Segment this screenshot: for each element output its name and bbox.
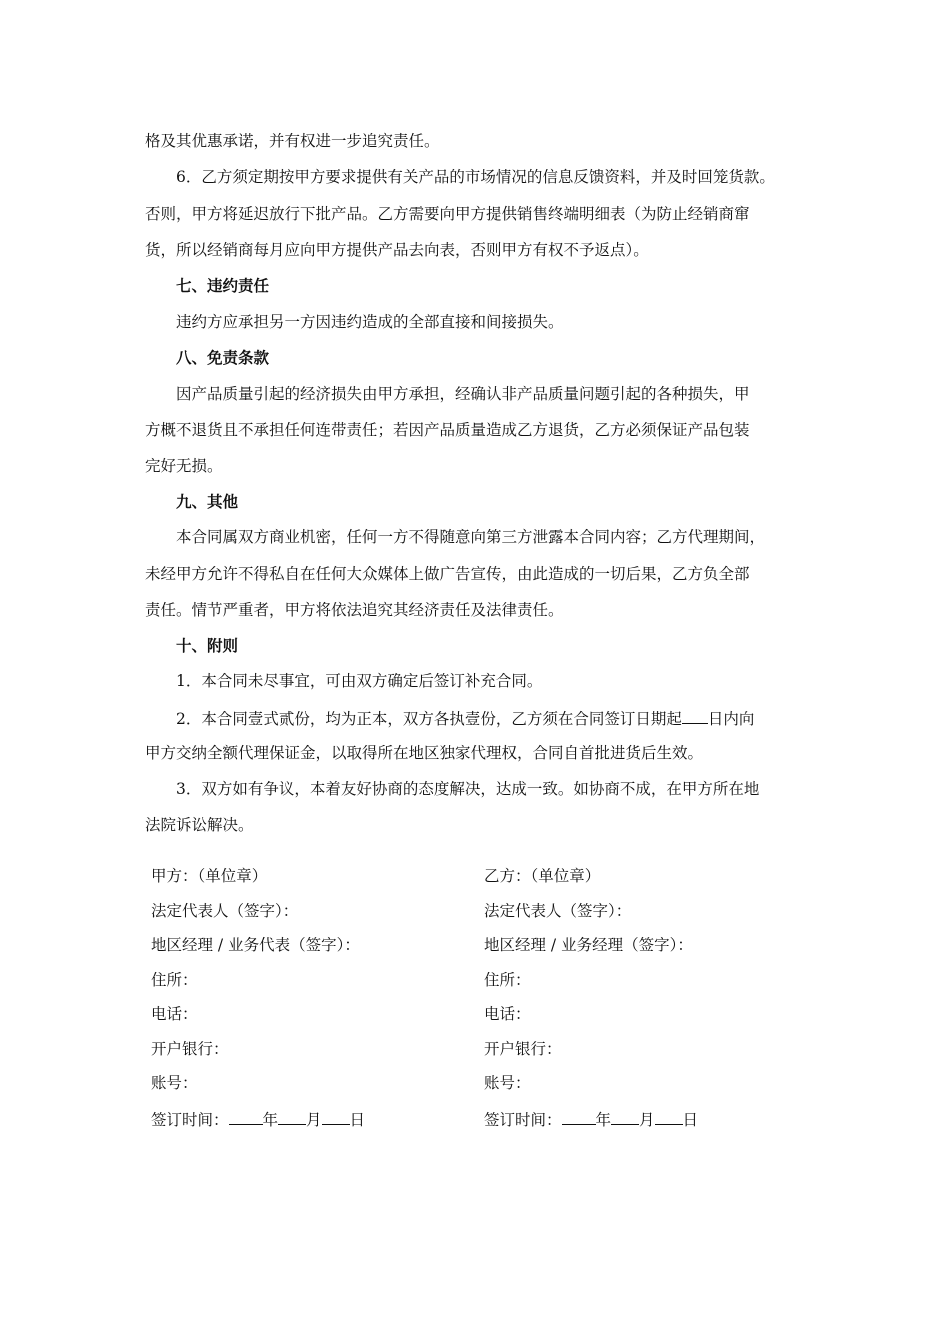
- date-label: 签订时间：: [484, 1111, 562, 1129]
- month-blank[interactable]: [278, 1108, 306, 1125]
- party-b-phone: 电话：: [484, 1005, 531, 1023]
- section-10-item-2: [176, 707, 754, 729]
- section-10-item-3: 3．双方如有争议，本着友好协商的态度解决，达成一致。如协商不成，在甲方所在地: [176, 780, 760, 798]
- section-heading-7: 七、违约责任: [176, 276, 270, 295]
- section-heading-8: 八、免责条款: [176, 348, 270, 367]
- party-b-date: [484, 1108, 698, 1130]
- month-label: 月: [306, 1111, 322, 1129]
- party-a-address: 住所：: [151, 971, 198, 989]
- day-blank[interactable]: [322, 1108, 350, 1125]
- section-heading-10: 十、附则: [176, 636, 239, 655]
- year-label: 年: [595, 1111, 612, 1129]
- section-8-line: 方概不退货且不承担任何连带责任；若因产品质量造成乙方退货，乙方必须保证产品包装: [145, 421, 750, 439]
- party-a-seal: 甲方：（单位章）: [151, 867, 268, 885]
- date-label: 签订时间：: [151, 1111, 229, 1129]
- year-blank[interactable]: [562, 1108, 596, 1125]
- section-9-line: 责任。情节严重者，甲方将依法追究其经济责任及法律责任。: [145, 601, 564, 619]
- party-a-phone: 电话：: [151, 1005, 198, 1023]
- clause-6-line: 6．乙方须定期按甲方要求提供有关产品的市场情况的信息反馈资料，并及时回笼货款。: [176, 168, 775, 186]
- party-a-manager: 地区经理 / 业务代表（签字）：: [151, 936, 360, 954]
- party-b-seal: 乙方：（单位章）: [484, 867, 601, 885]
- party-a-bank: 开户银行：: [151, 1040, 229, 1058]
- day-blank[interactable]: [655, 1108, 683, 1125]
- party-a-date: [151, 1108, 365, 1130]
- party-b-bank: 开户银行：: [484, 1040, 562, 1058]
- year-label: 年: [262, 1111, 279, 1129]
- clause-6-line: 否则，甲方将延迟放行下批产品。乙方需要向甲方提供销售终端明细表（为防止经销商窜: [145, 205, 750, 223]
- year-blank[interactable]: [229, 1108, 263, 1125]
- days-blank[interactable]: [682, 707, 708, 724]
- party-a-legal-rep: 法定代表人（签字）：: [151, 902, 299, 920]
- section-9-line: 本合同属双方商业机密，任何一方不得随意向第三方泄露本合同内容；乙方代理期间，: [176, 528, 766, 546]
- party-b-legal-rep: 法定代表人（签字）：: [484, 902, 632, 920]
- section-7-line: 违约方应承担另一方因违约造成的全部直接和间接损失。: [176, 313, 564, 331]
- party-b-manager: 地区经理 / 业务经理（签字）：: [484, 936, 693, 954]
- party-b-address: 住所：: [484, 971, 531, 989]
- section-10-item-3-cont: 法院诉讼解决。: [145, 816, 254, 834]
- section-9-line: 未经甲方允许不得私自在任何大众媒体上做广告宣传，由此造成的一切后果，乙方负全部: [145, 565, 750, 583]
- section-8-line: 完好无损。: [145, 457, 223, 475]
- section-10-item-2-cont: 甲方交纳全额代理保证金，以取得所在地区独家代理权，合同自首批进货后生效。: [145, 744, 704, 762]
- party-a-account: 账号：: [151, 1074, 198, 1092]
- day-label: 日: [349, 1111, 366, 1129]
- month-blank[interactable]: [611, 1108, 639, 1125]
- section-8-line: 因产品质量引起的经济损失由甲方承担，经确认非产品质量问题引起的各种损失，甲: [176, 385, 750, 403]
- section-heading-9: 九、其他: [176, 492, 239, 511]
- section-10-item-1: 1．本合同未尽事宜，可由双方确定后签订补充合同。: [176, 672, 543, 690]
- item-2-text: 2．本合同壹式贰份，均为正本，双方各执壹份，乙方须在合同签订日期起: [176, 710, 682, 728]
- month-label: 月: [639, 1111, 655, 1129]
- party-b-account: 账号：: [484, 1074, 531, 1092]
- day-label: 日: [682, 1111, 699, 1129]
- item-2-text-end: 日内向: [707, 710, 755, 728]
- paragraph-line: 格及其优惠承诺，并有权进一步追究责任。: [145, 132, 440, 150]
- clause-6-line: 货，所以经销商每月应向甲方提供产品去向表，否则甲方有权不予返点）。: [145, 241, 649, 259]
